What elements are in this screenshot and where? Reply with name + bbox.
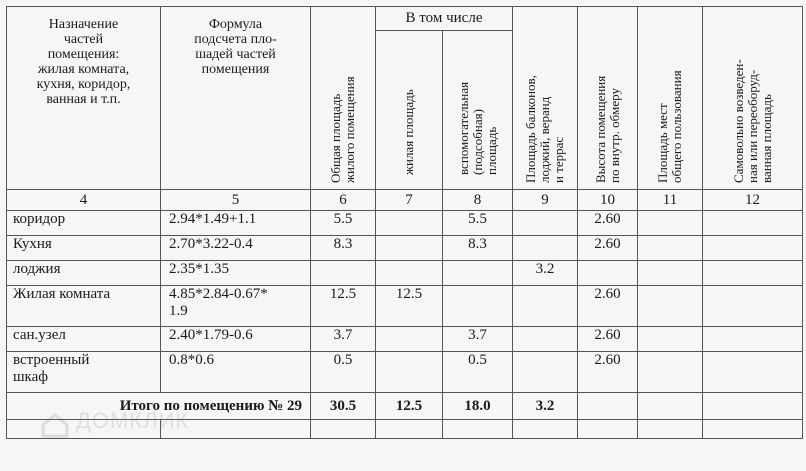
header-formula: Формула подсчета пло- шадей частей помещения: [161, 7, 311, 190]
room-name: сан.узел: [7, 327, 161, 352]
empty-cell: [703, 420, 803, 439]
room-unauthorized: [703, 286, 803, 327]
room-formula: 2.70*3.22-0.4: [161, 236, 311, 261]
room-total: 0.5: [311, 352, 376, 393]
empty-cell: [638, 420, 703, 439]
column-number: 12: [703, 190, 803, 211]
room-common: [638, 261, 703, 286]
room-aux: 3.7: [443, 327, 513, 352]
room-height: [578, 261, 638, 286]
column-number: 10: [578, 190, 638, 211]
room-name: коридор: [7, 211, 161, 236]
header-balcony-area: Площадь балконов, лоджий, веранд и террас: [513, 7, 578, 190]
table-row: [7, 236, 803, 261]
room-height: 2.60: [578, 327, 638, 352]
watermark-house-icon: [40, 412, 70, 438]
column-number: 9: [513, 190, 578, 211]
column-number: 11: [638, 190, 703, 211]
room-aux: 0.5: [443, 352, 513, 393]
total-unauthorized: [703, 393, 803, 420]
room-formula: 2.35*1.35: [161, 261, 311, 286]
column-number: 7: [376, 190, 443, 211]
room-total: [311, 261, 376, 286]
room-balcony: [513, 236, 578, 261]
room-name: Кухня: [7, 236, 161, 261]
header-in-total: В том числе: [376, 7, 513, 31]
header-unauthorized-area: Самовольно возведен- ная или переоборуд- ванная площадь: [703, 7, 803, 190]
room-unauthorized: [703, 236, 803, 261]
room-height: 2.60: [578, 236, 638, 261]
room-name: Жилая комната: [7, 286, 161, 327]
room-living: [376, 211, 443, 236]
room-living: [376, 327, 443, 352]
room-balcony: [513, 352, 578, 393]
column-number: 4: [7, 190, 161, 211]
room-common: [638, 286, 703, 327]
room-height: 2.60: [578, 352, 638, 393]
room-common: [638, 327, 703, 352]
column-number: 8: [443, 190, 513, 211]
room-unauthorized: [703, 211, 803, 236]
table-row: [7, 327, 803, 352]
total-balcony: 3.2: [513, 393, 578, 420]
column-number: 6: [311, 190, 376, 211]
column-numbers-row: [7, 190, 803, 211]
header-purpose: Назначение частей помещения: жилая комната, кухня, коридор, ванная и т.п.: [7, 7, 161, 190]
area-table: [6, 6, 803, 439]
total-height: [578, 393, 638, 420]
room-height: 2.60: [578, 286, 638, 327]
room-formula: 2.40*1.79-0.6: [161, 327, 311, 352]
room-living: [376, 352, 443, 393]
total-common: [638, 393, 703, 420]
table-row: [7, 211, 803, 236]
room-total: 12.5: [311, 286, 376, 327]
empty-cell: [513, 420, 578, 439]
column-number: 5: [161, 190, 311, 211]
header-aux-area: вспомогательная (подсобная) площадь: [443, 31, 513, 190]
empty-cell: [376, 420, 443, 439]
room-common: [638, 211, 703, 236]
room-balcony: [513, 211, 578, 236]
room-formula: 2.94*1.49+1.1: [161, 211, 311, 236]
table-row: [7, 261, 803, 286]
room-aux: [443, 261, 513, 286]
room-aux: 8.3: [443, 236, 513, 261]
room-balcony: [513, 286, 578, 327]
room-name: встроенный шкаф: [7, 352, 161, 393]
total-area: 30.5: [311, 393, 376, 420]
empty-cell: [578, 420, 638, 439]
table-row: [7, 286, 803, 327]
room-formula: 0.8*0.6: [161, 352, 311, 393]
room-total: 8.3: [311, 236, 376, 261]
room-living: 12.5: [376, 286, 443, 327]
room-height: 2.60: [578, 211, 638, 236]
table-row: [7, 352, 803, 393]
total-living: 12.5: [376, 393, 443, 420]
room-living: [376, 261, 443, 286]
empty-cell: [443, 420, 513, 439]
room-balcony: 3.2: [513, 261, 578, 286]
room-unauthorized: [703, 261, 803, 286]
room-total: 3.7: [311, 327, 376, 352]
header-height: Высота помещения по внутр. обмеру: [578, 7, 638, 190]
empty-cell: [311, 420, 376, 439]
total-label: Итого по помещению № 29: [7, 393, 311, 420]
room-formula: 4.85*2.84-0.67* 1.9: [161, 286, 311, 327]
room-unauthorized: [703, 352, 803, 393]
room-common: [638, 352, 703, 393]
room-living: [376, 236, 443, 261]
header-total-area: Общая площадь жилого помещения: [311, 7, 376, 190]
room-aux: 5.5: [443, 211, 513, 236]
header-common-area: Площадь мест общего пользования: [638, 7, 703, 190]
watermark-text: ДОМКЛИК: [76, 408, 190, 433]
room-common: [638, 236, 703, 261]
total-aux: 18.0: [443, 393, 513, 420]
room-unauthorized: [703, 327, 803, 352]
header-living-area: жилая площадь: [376, 31, 443, 190]
room-total: 5.5: [311, 211, 376, 236]
room-balcony: [513, 327, 578, 352]
room-name: лоджия: [7, 261, 161, 286]
room-aux: [443, 286, 513, 327]
